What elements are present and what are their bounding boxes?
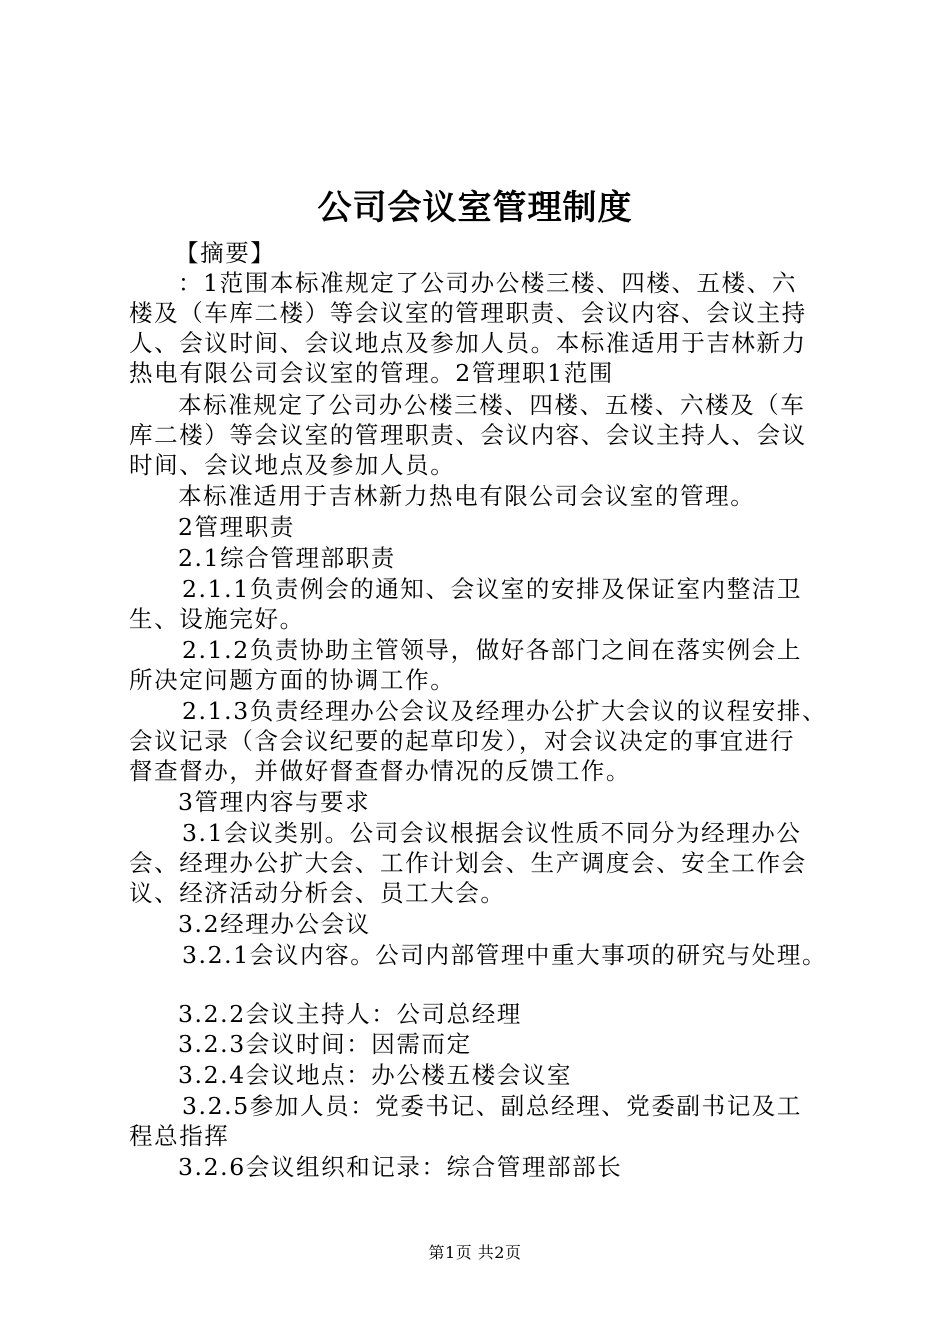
paragraph-line: 会议记录（含会议纪要的起草印发），对会议决定的事宜进行 [129, 727, 795, 755]
paragraph-line: 3.2.4会议地点：办公楼五楼会议室 [178, 1061, 573, 1089]
section-heading: 3.2经理办公会议 [178, 910, 371, 938]
paragraph-line: 2.1.2负责协助主管领导，做好各部门之间在落实例会上 [182, 636, 802, 664]
paragraph-line: 3.2.5参加人员：党委书记、副总经理、党委副书记及工 [182, 1092, 802, 1120]
paragraph-line: 3.2.3会议时间：因需而定 [178, 1030, 472, 1058]
paragraph-line: 程总指挥 [129, 1122, 230, 1150]
section-heading: 2.1综合管理部职责 [178, 544, 396, 572]
section-heading: 3管理内容与要求 [178, 788, 371, 816]
abstract-heading: 【摘要】 [175, 239, 276, 267]
paragraph-line: 督查督办，并做好督查督办情况的反馈工作。 [129, 757, 631, 785]
paragraph-line: 3.2.1会议内容。公司内部管理中重大事项的研究与处理。 [182, 941, 828, 969]
paragraph-line: 人、会议时间、会议地点及参加人员。本标准适用于吉林新力 [129, 329, 807, 357]
paragraph-line: 热电有限公司会议室的管理。2管理职1范围 [129, 359, 614, 387]
section-heading: 2管理职责 [178, 513, 295, 541]
paragraph-line: ：1范围本标准规定了公司办公楼三楼、四楼、五楼、六 [178, 269, 797, 297]
paragraph-line: 时间、会议地点及参加人员。 [129, 451, 456, 479]
paragraph-line: 楼及（车库二楼）等会议室的管理职责、会议内容、会议主持 [129, 299, 807, 327]
paragraph-line: 3.1会议类别。公司会议根据会议性质不同分为经理办公 [182, 819, 802, 847]
paragraph-line: 生、设施完好。 [129, 605, 305, 633]
paragraph-line: 议、经济活动分析会、员工大会。 [129, 879, 506, 907]
paragraph-line: 会、经理办公扩大会、工作计划会、生产调度会、安全工作会 [129, 849, 807, 877]
paragraph-line: 2.1.1负责例会的通知、会议室的安排及保证室内整洁卫 [182, 575, 802, 603]
paragraph-line: 2.1.3负责经理办公会议及经理办公扩大会议的议程安排、 [182, 697, 828, 725]
paragraph-line: 库二楼）等会议室的管理职责、会议内容、会议主持人、会议 [129, 421, 807, 449]
paragraph-line: 所决定问题方面的协调工作。 [129, 666, 456, 694]
paragraph-line: 3.2.6会议组织和记录：综合管理部部长 [178, 1153, 623, 1181]
document-title: 公司会议室管理制度 [317, 188, 633, 228]
paragraph-line: 本标准适用于吉林新力热电有限公司会议室的管理。 [178, 482, 756, 510]
paragraph-line: 3.2.2会议主持人：公司总经理 [178, 1000, 522, 1028]
paragraph-line: 本标准规定了公司办公楼三楼、四楼、五楼、六楼及（车 [178, 391, 806, 419]
page-footer: 第1页 共2页 [428, 1243, 522, 1262]
